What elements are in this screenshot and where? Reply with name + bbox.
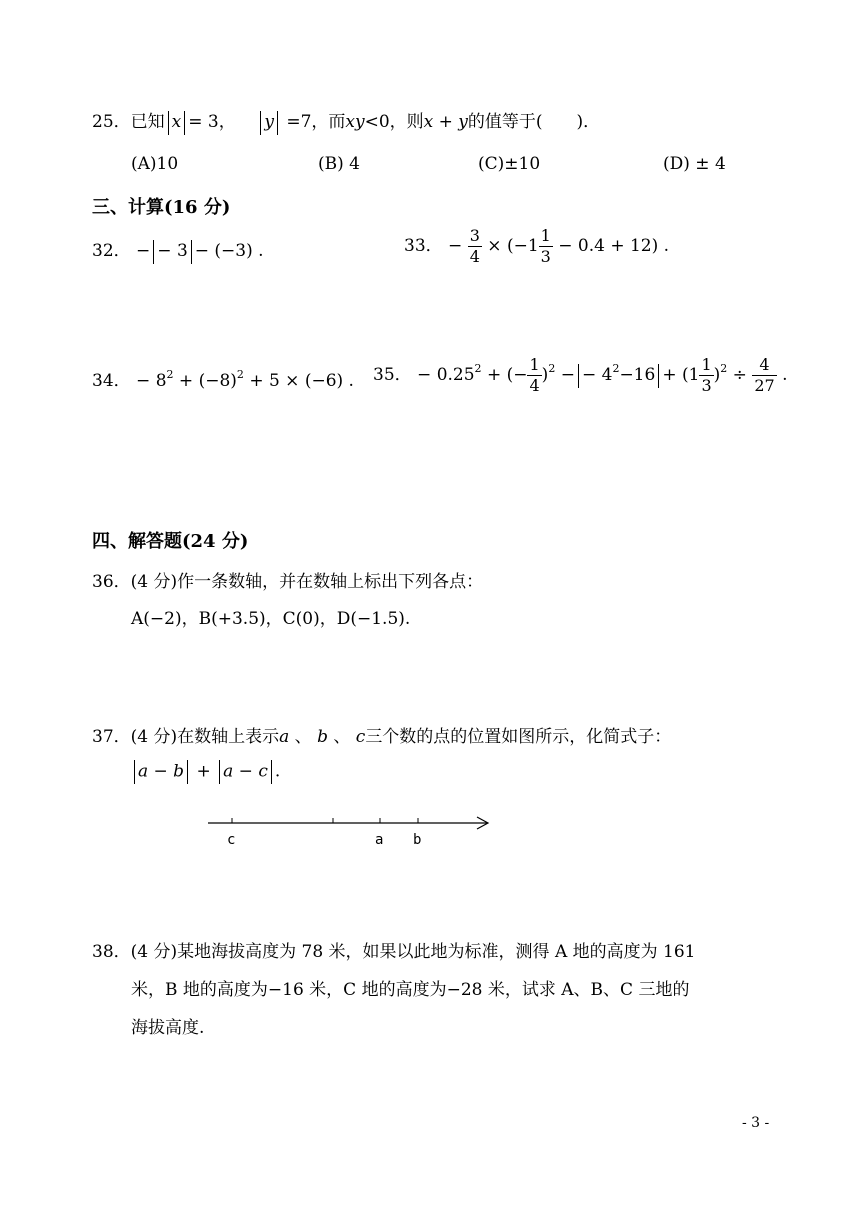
q25-y: y (264, 112, 274, 132)
q25-text-2: = 3， (188, 112, 236, 132)
q35-number: 35． (373, 365, 412, 385)
question-37: 37．(4 分)在数轴上表示a 、 b 、 c三个数的点的位置如图所示，化简式子： (92, 727, 672, 747)
q25-number: 25． (92, 112, 131, 132)
question-25 (92, 107, 600, 135)
q32-number: 32． (92, 241, 131, 261)
q33-negative: − (448, 236, 463, 256)
q25-text-3: =7，而 (286, 112, 346, 132)
question-34: 34． − $8^2 + (-8)^2 + 5 \times (-6)$ . (92, 368, 354, 391)
q25-option-d: (D) ± 4 (663, 154, 726, 174)
question-37-expression: a − b + a − c . (131, 760, 280, 784)
question-32 (92, 236, 264, 264)
q25-text-1: 已知 (130, 112, 165, 132)
section-3-title: 三、计算(16 分) (92, 197, 231, 218)
label-c: c (227, 832, 236, 848)
question-35: 35． − $0.25^2$ + (− $\frac{1}{4}$ )$^2$ − − $4^2-16 + (1$ $\frac{1}{3}$ )$^2$ ÷ $\frac{4}{27}$ . (373, 355, 788, 395)
q32-part-3: − (−3) . (194, 241, 264, 261)
q33-number: 33． (404, 236, 443, 256)
q33-fraction: $\frac{3}{4}$ (469, 226, 480, 266)
q33-part-1: × (−1 (487, 236, 539, 256)
q25-text-5: 的值等于( )． (467, 112, 601, 132)
section-4-title: 四、解答题(24 分) (92, 531, 249, 552)
question-38-line-2: 米，B 地的高度为−16 米，C 地的高度为−28 米，试求 A、B、C 三地的 (131, 980, 690, 1000)
q34-number: 34． (92, 371, 131, 391)
q25-x: x (171, 112, 182, 132)
q25-sum: x + y (423, 112, 468, 132)
q32-part-2: − 3 (157, 241, 188, 261)
label-a: a (375, 832, 384, 848)
number-line-diagram (200, 808, 500, 854)
question-33 (404, 226, 669, 267)
question-38-line-3: 海拔高度. (131, 1018, 205, 1038)
question-36-line-1: 36．(4 分)作一条数轴，并在数轴上标出下列各点： (92, 572, 484, 592)
q25-text-4: <0，则 (364, 112, 424, 132)
q25-option-a: (A)10 (131, 154, 179, 174)
question-38-line-1: 38．(4 分)某地海拔高度为 78 米，如果以此地为标准，测得 A 地的高度为 161 (92, 942, 696, 962)
q32-part-1: − (136, 241, 151, 261)
q25-xy: xy (345, 112, 365, 132)
label-b: b (413, 832, 422, 848)
q25-option-b: (B) 4 (318, 154, 360, 174)
q25-option-c: (C)±10 (478, 154, 541, 174)
question-36-line-2: A(−2)，B(+3.5)，C(0)，D(−1.5). (131, 609, 411, 629)
q33-mixed-fraction: $\frac{1}{3}$ (540, 226, 551, 266)
q33-part-2: − 0.4 + 12) . (558, 236, 670, 256)
page-number: - 3 - (742, 1115, 770, 1131)
